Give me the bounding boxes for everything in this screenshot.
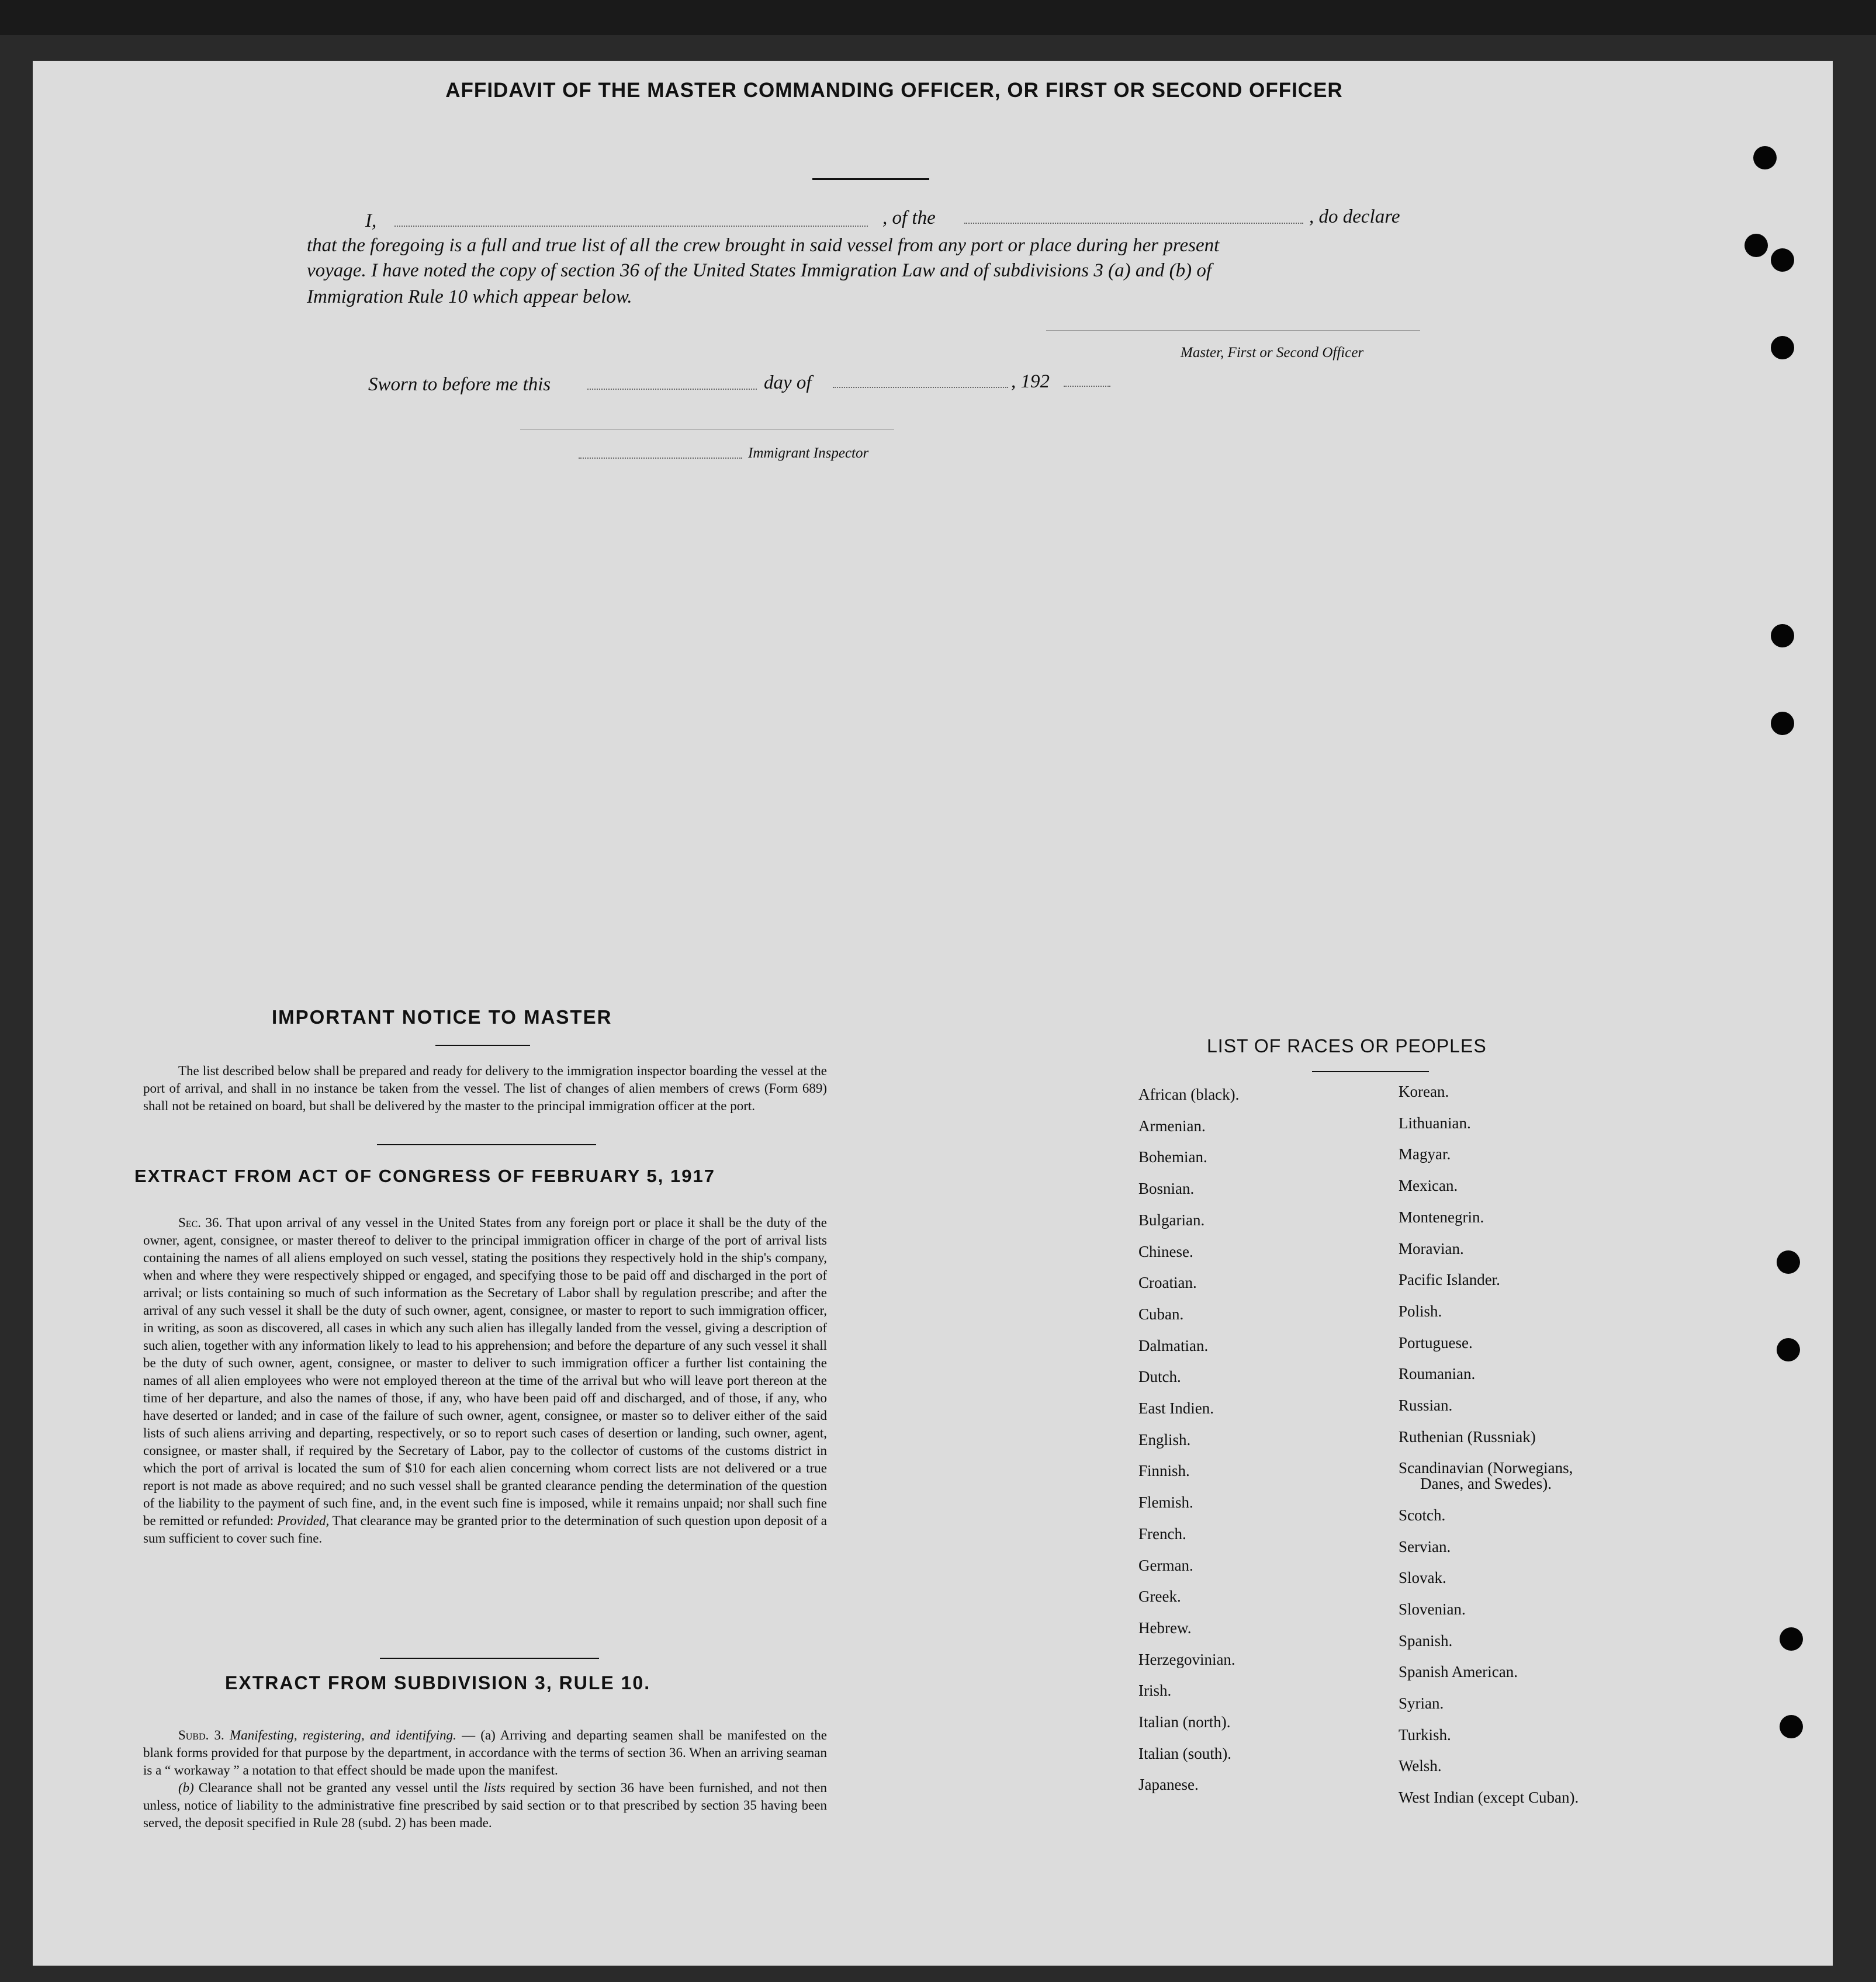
race-item: German.: [1138, 1556, 1193, 1574]
race-item: Korean.: [1399, 1083, 1449, 1100]
race-item: Chinese.: [1138, 1242, 1193, 1260]
races-underline: [1312, 1071, 1429, 1072]
subd-label: Subd. 3.: [178, 1728, 224, 1742]
notice-divider: [377, 1144, 596, 1145]
race-item: Mexican.: [1399, 1177, 1458, 1195]
binder-hole: [1780, 1715, 1803, 1738]
affidavit-i: I,: [365, 210, 377, 231]
signature-label: Master, First or Second Officer: [1181, 345, 1364, 361]
race-item: Montenegrin.: [1399, 1208, 1484, 1226]
para-b-part1: Clearance shall not be granted any vessel until the: [198, 1780, 479, 1795]
race-item: Bulgarian.: [1138, 1211, 1205, 1229]
race-item: Cuban.: [1138, 1305, 1184, 1323]
races-title: LIST OF RACES OR PEOPLES: [1207, 1035, 1487, 1056]
race-item: African (black).: [1138, 1086, 1240, 1103]
affidavit-body-line: Immigration Rule 10 which appear below.: [307, 286, 632, 307]
title-underline: [812, 178, 929, 180]
binder-hole: [1771, 624, 1794, 647]
race-item: Dalmatian.: [1138, 1336, 1209, 1354]
race-item: Irish.: [1138, 1682, 1172, 1700]
day-of-text: day of: [764, 372, 812, 393]
race-item: Slovak.: [1399, 1569, 1446, 1587]
subd-heading: Manifesting, registering, and identifying.: [230, 1728, 456, 1742]
race-item: Bohemian.: [1138, 1148, 1207, 1166]
act-title: EXTRACT FROM ACT OF CONGRESS OF FEBRUARY 5, 1917: [134, 1166, 715, 1186]
para-b-label: (b): [178, 1780, 194, 1795]
race-item: Spanish.: [1399, 1631, 1453, 1650]
act-paragraph: [143, 1214, 827, 1547]
binder-hole: [1771, 336, 1794, 359]
affidavit-title: AFFIDAVIT OF THE MASTER COMMANDING OFFICER, OR FIRST OR SECOND OFFICER: [445, 79, 1343, 102]
notice-paragraph: The list described below shall be prepared and ready for delivery to the immigration inspector boarding the vessel at the port of arrival, and shall in no instance be taken from the vessel. The list of changes of alien members of crews (Form 689) shall not be retained on board, but shall be delivered by the master to the principal immigration officer at the port.: [143, 1063, 827, 1113]
race-item: Finnish.: [1138, 1462, 1190, 1480]
race-item: Polish.: [1399, 1302, 1442, 1320]
race-item: Syrian.: [1399, 1695, 1444, 1712]
para-a: — (a) Arriving and departing seamen shall be manifested on the blank forms provided for that purpose by the department, in accordance with the terms of section 36. When an arriving seaman is a “ workaway ” a notation to that effect should be made upon the manifest.: [143, 1728, 828, 1777]
section-label: Sec. 36.: [178, 1215, 223, 1230]
rule-paragraph-a: [143, 1727, 827, 1779]
race-item: Lithuanian.: [1399, 1114, 1471, 1132]
name-blank: [394, 226, 868, 227]
race-item: Portuguese.: [1399, 1333, 1473, 1352]
race-item: Herzegovinian.: [1138, 1650, 1235, 1668]
affidavit-of-the: , of the: [882, 207, 936, 228]
race-item: Pacific Islander.: [1399, 1271, 1500, 1289]
month-blank: [833, 387, 1008, 388]
race-item: Flemish.: [1138, 1494, 1193, 1512]
race-item: English.: [1138, 1430, 1191, 1449]
signature-blank: [1046, 330, 1420, 331]
race-item: Greek.: [1138, 1588, 1181, 1606]
race-item: Roumanian.: [1399, 1365, 1476, 1383]
vessel-blank: [964, 223, 1303, 224]
rule-text: [143, 1727, 827, 1832]
race-item: Scotch.: [1399, 1506, 1446, 1524]
sworn-text: Sworn to before me this: [368, 374, 551, 395]
para-b-part2: required by section 36 have been furnished, and not then unless, notice of liability to the administrative fine prescribed by said section or to that prescribed by section 35 having been served, the deposit specified in Rule 28 (subd. 2) has been made.: [143, 1780, 828, 1830]
race-item: Armenian.: [1138, 1117, 1206, 1135]
notice-text: [143, 1062, 827, 1115]
inspector-signature-blank: [520, 429, 894, 430]
race-item: Scandinavian (Norwegians,: [1399, 1459, 1573, 1477]
binder-hole: [1777, 1250, 1800, 1274]
notice-title: IMPORTANT NOTICE TO MASTER: [272, 1006, 612, 1028]
race-item: Ruthenian (Russniak): [1399, 1427, 1536, 1446]
year-text: , 192: [1011, 371, 1050, 392]
race-item: Hebrew.: [1138, 1619, 1192, 1637]
race-item: Japanese.: [1138, 1776, 1199, 1794]
race-item: Bosnian.: [1138, 1180, 1195, 1198]
race-item: Dutch.: [1138, 1368, 1181, 1386]
binder-hole: [1753, 146, 1777, 169]
act-body-end: That clearance may be granted prior to the determination of such question upon deposit of a sum sufficient to cover such fine.: [143, 1513, 827, 1546]
year-blank: [1064, 386, 1110, 387]
act-text: [143, 1214, 827, 1547]
binder-hole: [1780, 1627, 1803, 1651]
provided-word: Provided,: [277, 1513, 330, 1528]
affidavit-do-declare: , do declare: [1309, 206, 1400, 227]
race-item: Italian (south).: [1138, 1744, 1231, 1762]
inspector-name-blank: [579, 458, 742, 459]
day-blank: [587, 389, 757, 390]
race-item: Danes, and Swedes).: [1420, 1475, 1552, 1493]
race-item: Spanish American.: [1399, 1663, 1518, 1681]
race-item: West Indian (except Cuban).: [1399, 1789, 1579, 1807]
notice-underline: [435, 1045, 530, 1046]
act-body: That upon arrival of any vessel in the United States from any foreign port or place it shall be the duty of the owner, agent, consignee, or master thereof to deliver to the principal immigration officer in charge of the port of arrival lists containing the names of all aliens employed on such vessel, stating the positions they respectively hold in the ship's company, when and where they were respectively shipped or engaged, and specifying those to be paid off and discharged in the port of arrival; or lists containing so much of such information as the Secretary of Labor shall by regulation prescribe; and after the arrival of any such vessel it shall be the duty of such owner, agent, consignee, or master to report to such immigration officer, in writing, as soon as discovered, all cases in which any such alien has illegally landed from the vessel, giving a description of such alien, together with any information likely to lead to his apprehension; and before the departure of any such vessel it shall be the duty of such owner, agent, consignee, or master to deliver to such immigration officer a further list containing the names of all alien employees who were not employed thereon at the time of the arrival but who will leave port thereon at the time of her departure, and also the names of those, if any, who have been paid off and discharged, and of those, if any, who have deserted or landed; and in case of the failure of such owner, agent, consignee, or master so to deliver either of the said lists of such aliens arriving and departing, respectively, or so to report such cases of desertion or landing, such owner, agent, consignee, or master shall, if required by the Secretary of Labor, pay to the collector of customs of the customs district in which the port of arrival is located the sum of $10 for each alien concerning whom correct lists are not delivered or a true report is not made as above required; and no such vessel shall be granted clearance pending the determination of the question of the liability to the payment of such fine, and, in the event such fine is imposed, while it remains unpaid; nor shall such fine be remitted or refunded:: [143, 1215, 827, 1528]
race-item: Welsh.: [1399, 1757, 1442, 1775]
binder-hole: [1771, 712, 1794, 735]
rule-paragraph-b: [143, 1779, 827, 1832]
race-item: East Indien.: [1138, 1399, 1214, 1417]
race-item: Servian.: [1399, 1537, 1451, 1555]
affidavit-body-line: that the foregoing is a full and true list of all the crew brought in said vessel from any port or place during her present: [307, 235, 1220, 256]
race-item: French.: [1138, 1524, 1186, 1543]
inspector-label: Immigrant Inspector: [748, 445, 869, 461]
binder-hole: [1745, 234, 1768, 257]
lists-word: lists: [483, 1780, 506, 1795]
race-item: Russian.: [1399, 1397, 1453, 1414]
binder-hole: [1771, 248, 1794, 272]
binder-hole: [1777, 1338, 1800, 1361]
act-divider: [380, 1658, 599, 1659]
scan-border: [0, 0, 1876, 35]
affidavit-body-line: voyage. I have noted the copy of section 36 of the United States Immigration Law and of subdivisions 3 (a) and (b) of: [307, 260, 1212, 281]
race-item: Italian (north).: [1138, 1713, 1231, 1731]
race-item: Croatian.: [1138, 1274, 1197, 1292]
race-item: Magyar.: [1399, 1145, 1451, 1163]
race-item: Slovenian.: [1399, 1600, 1466, 1618]
rule-title: EXTRACT FROM SUBDIVISION 3, RULE 10.: [225, 1672, 651, 1693]
race-item: Moravian.: [1399, 1239, 1464, 1257]
race-item: Turkish.: [1399, 1725, 1451, 1744]
